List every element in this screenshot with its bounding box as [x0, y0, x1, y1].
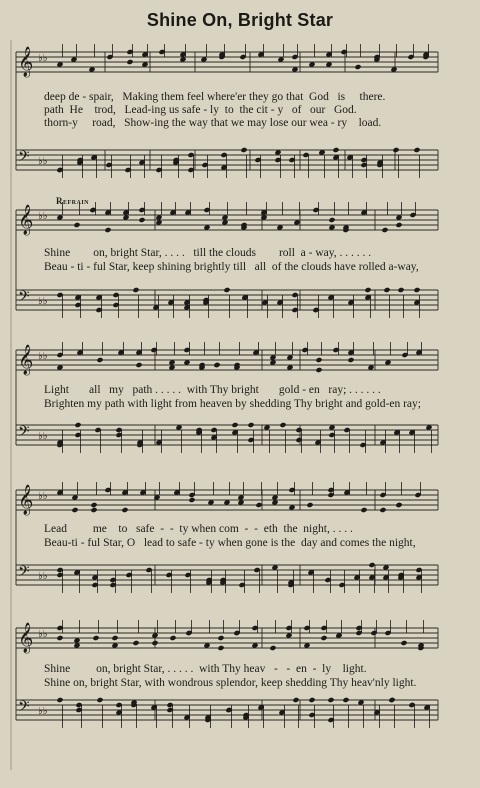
treble-clef: 𝄞 — [18, 485, 34, 515]
note-head — [279, 422, 286, 428]
lyric-line: Beau-ti - ful Star, O lead to safe - ty when gone is the day and comes the night, — [44, 537, 416, 549]
treble-clef: 𝄞 — [18, 345, 34, 375]
lyric-line: Brighten my path with light from heaven by shedding Thy bright and gold-en ray; — [44, 398, 421, 410]
note-head — [342, 697, 349, 703]
note-head — [231, 422, 238, 428]
note-head — [56, 697, 63, 703]
note-head — [306, 502, 313, 508]
lyric-line: path He trod, Lead-ing us safe - ly to the cit - y of our God. — [44, 104, 357, 116]
note-head — [364, 287, 371, 293]
note-head — [315, 367, 322, 373]
note-head — [121, 507, 128, 513]
note-head — [255, 502, 262, 508]
lyric-line: Light all my path . . . . . with Thy bright gold - en ray; . . . . . . — [44, 384, 381, 396]
bass-clef: 𝄢 — [18, 288, 30, 309]
bass-clef: 𝄢 — [18, 698, 30, 719]
key-signature: ♭♭ — [38, 706, 48, 717]
note-head — [392, 147, 399, 153]
note-head — [397, 287, 404, 293]
note-head — [111, 635, 118, 641]
note-head — [388, 697, 395, 703]
lyric-line: Lead me to safe - - ty when com - - eth the night, . . . . — [44, 523, 353, 535]
lyric-line: deep de - spair, Making them feel where'er they go that God is there. — [44, 91, 386, 103]
note-head — [328, 217, 335, 223]
treble-clef: 𝄞 — [18, 205, 34, 235]
key-signature: ♭♭ — [38, 211, 48, 222]
note-head — [74, 422, 81, 428]
note-head — [400, 640, 407, 646]
refrain-label: Refrain — [56, 196, 90, 206]
key-signature: ♭♭ — [38, 156, 48, 167]
note-head — [327, 697, 334, 703]
note-head — [90, 507, 97, 513]
lyric-line: Shine on, bright Star, . . . . till the clouds roll a - way, . . . . . . — [44, 247, 372, 259]
note-head — [360, 507, 367, 513]
note-head — [379, 507, 386, 513]
note-head — [347, 357, 354, 363]
treble-clef: 𝄞 — [18, 47, 34, 77]
note-head — [332, 147, 339, 153]
bass-clef: 𝄢 — [18, 423, 30, 444]
note-head — [135, 362, 142, 368]
treble-clef: 𝄞 — [18, 623, 34, 653]
key-signature: ♭♭ — [38, 629, 48, 640]
note-head — [413, 287, 420, 293]
note-head — [217, 635, 224, 641]
note-head — [320, 635, 327, 641]
note-head — [381, 227, 388, 233]
note-head — [395, 502, 402, 508]
bass-clef: 𝄢 — [18, 148, 30, 169]
note-head — [138, 217, 145, 223]
key-signature: ♭♭ — [38, 53, 48, 64]
lyric-line: Beau - ti - ful Star, keep shining brightly till all of the clouds have rolled a-way, — [44, 261, 419, 273]
note-head — [292, 697, 299, 703]
bass-clef: 𝄢 — [18, 563, 30, 584]
note-head — [96, 357, 103, 363]
lyric-line: Shine on, bright Star, with wondrous splendor, keep shedding Thy heav'nly light. — [44, 677, 417, 689]
note-head — [395, 222, 402, 228]
note-head — [104, 227, 111, 233]
note-head — [169, 635, 176, 641]
note-head — [247, 422, 254, 428]
note-head — [56, 635, 63, 641]
note-head — [213, 362, 220, 368]
note-head — [132, 287, 139, 293]
note-head — [383, 287, 390, 293]
note-head — [240, 147, 247, 153]
note-head — [126, 59, 133, 65]
note-head — [92, 635, 99, 641]
note-head — [217, 645, 224, 651]
note-head — [223, 287, 230, 293]
key-signature: ♭♭ — [38, 431, 48, 442]
note-head — [151, 640, 158, 646]
note-head — [269, 645, 276, 651]
lyric-line: Shine on, bright Star, . . . . . with Thy heav - - en - ly light. — [44, 663, 367, 675]
key-signature: ♭♭ — [38, 571, 48, 582]
lyric-line: thorn-y road, Show-ing the way that we may lose our wea - ry load. — [44, 117, 382, 129]
note-head — [413, 147, 420, 153]
note-head — [132, 640, 139, 646]
note-head — [368, 562, 375, 568]
note-head — [73, 222, 80, 228]
hymn-title: Shine On, Bright Star — [146, 10, 334, 30]
key-signature: ♭♭ — [38, 351, 48, 362]
note-head — [308, 697, 315, 703]
note-head — [90, 502, 97, 508]
note-head — [354, 64, 361, 70]
note-head — [315, 357, 322, 363]
note-head — [71, 507, 78, 513]
key-signature: ♭♭ — [38, 296, 48, 307]
key-signature: ♭♭ — [38, 491, 48, 502]
note-head — [96, 697, 103, 703]
note-head — [188, 497, 195, 503]
